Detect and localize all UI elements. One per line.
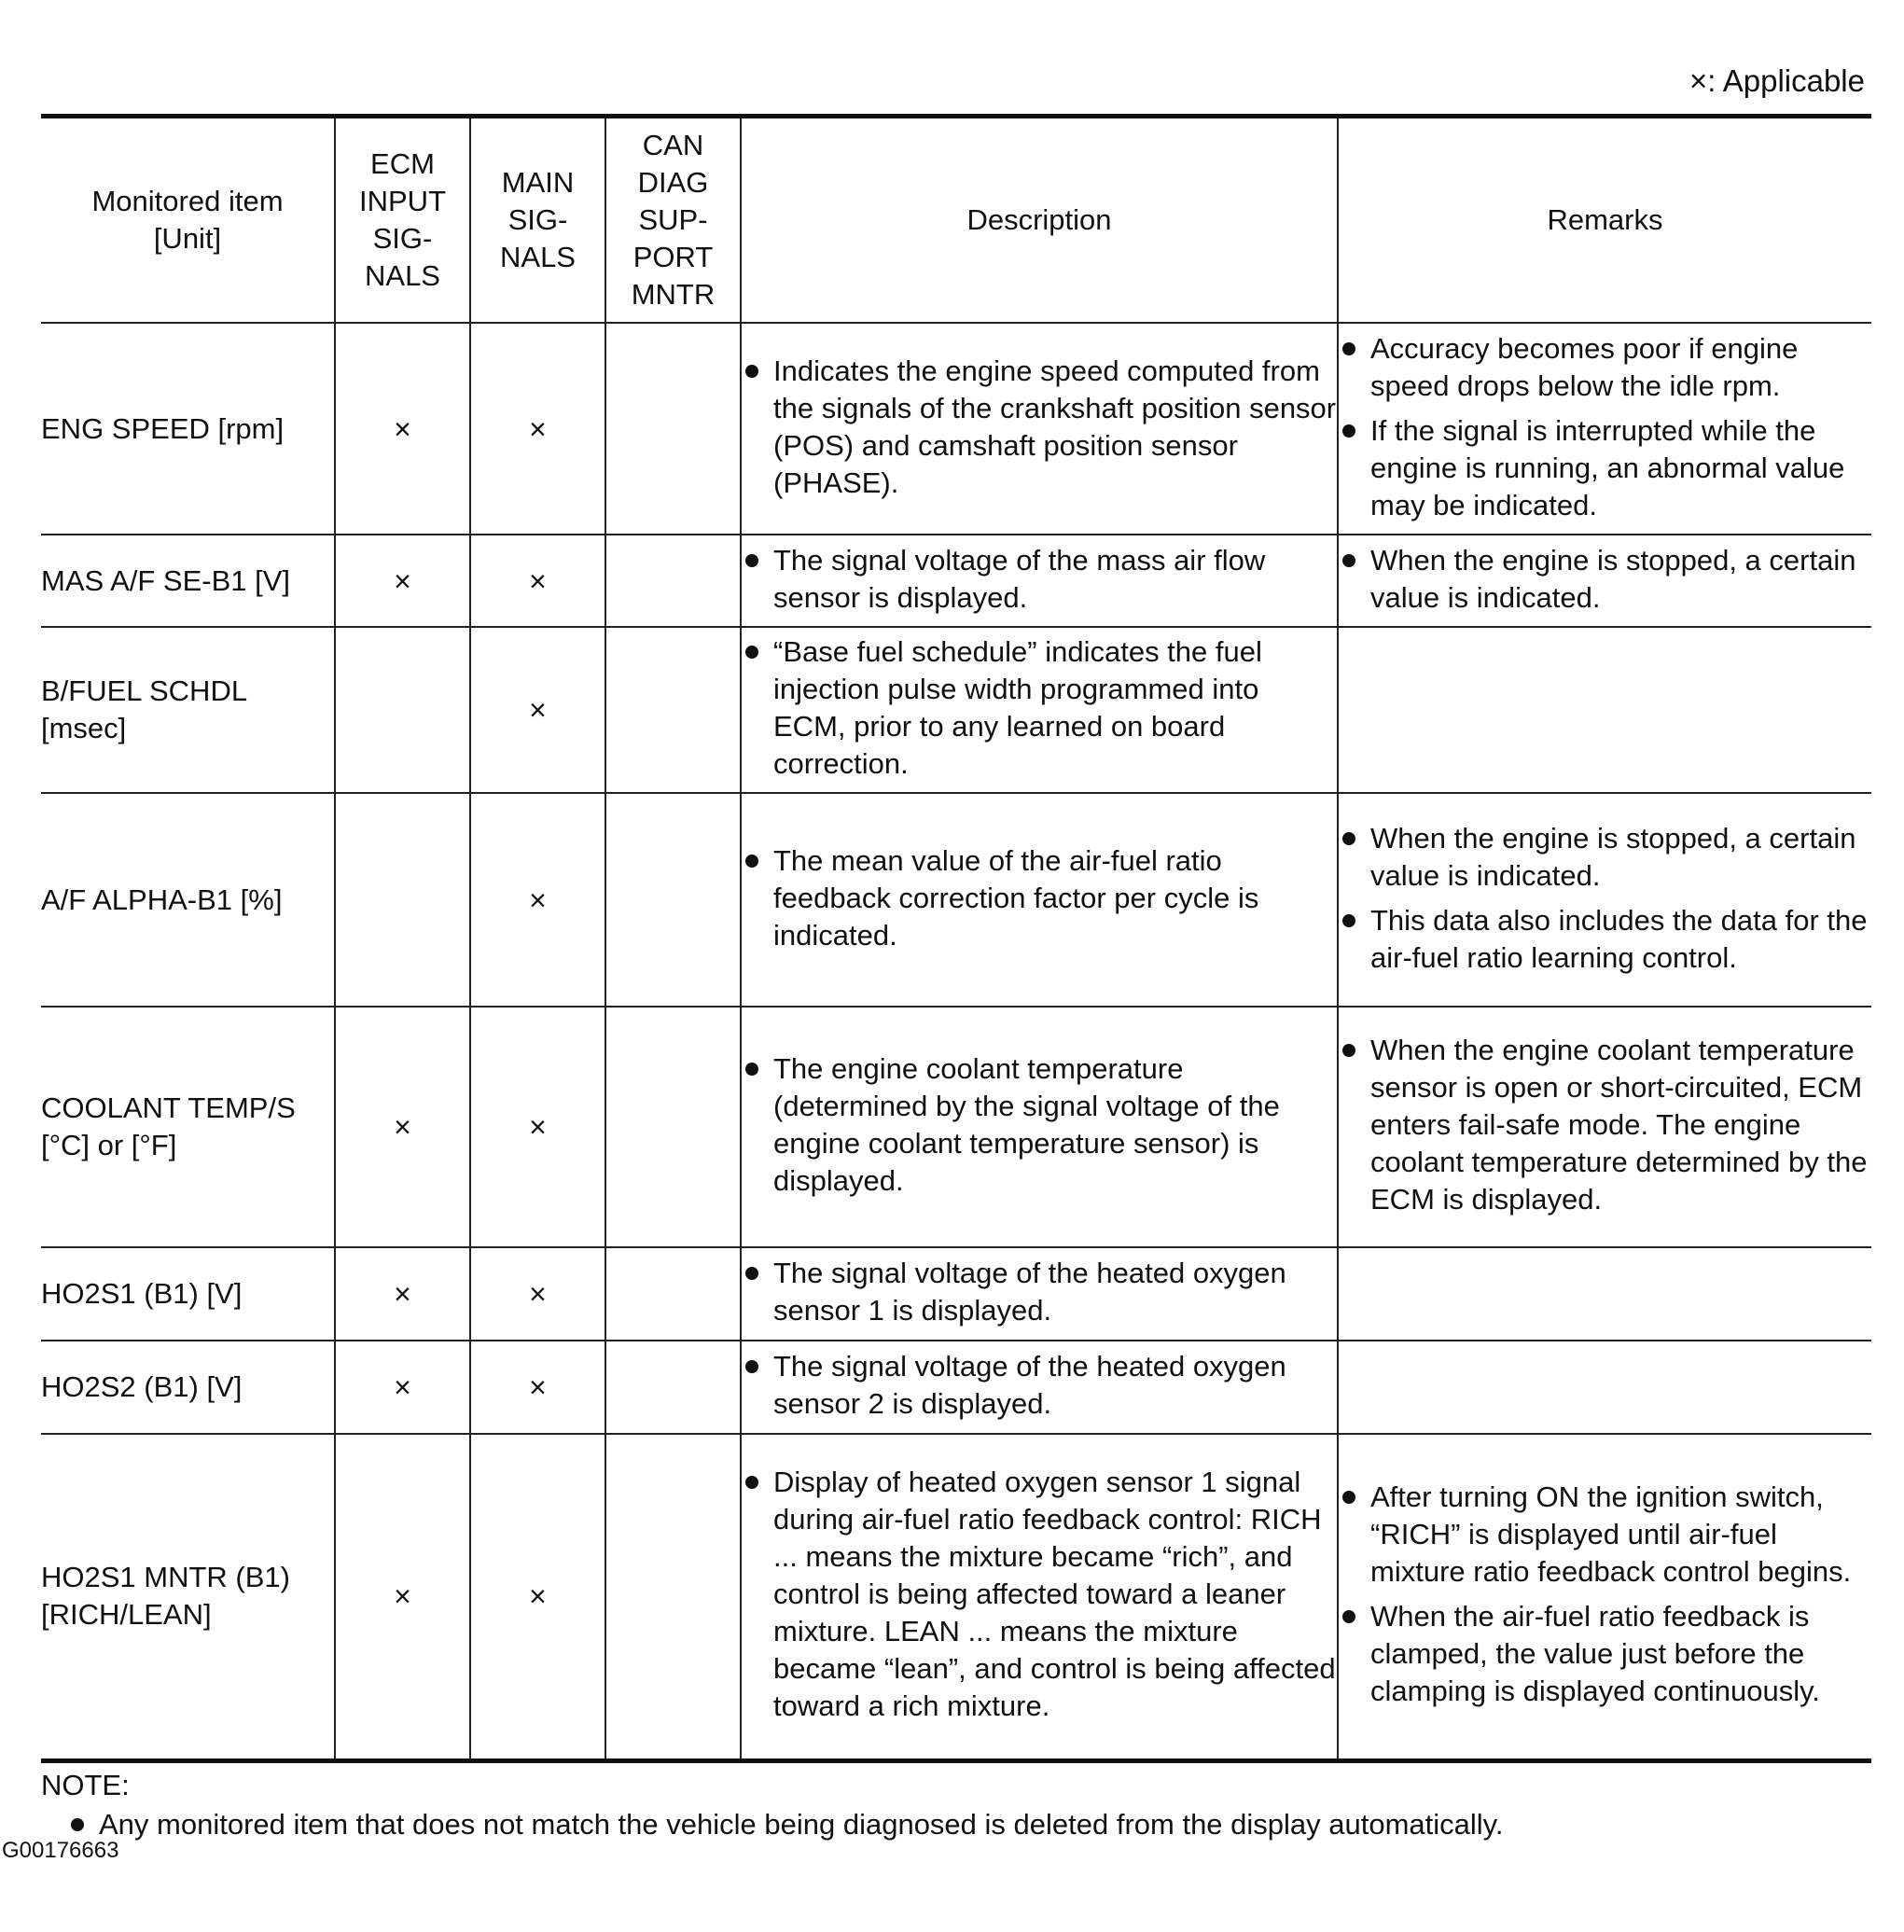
monitored-item-cell (41, 1247, 335, 1341)
monitored-item-text: [°C] or [°F] (41, 1129, 177, 1161)
remarks-list (1339, 1479, 1871, 1710)
description-list (742, 1464, 1337, 1725)
monitored-item-text: B/FUEL SCHDL (41, 674, 248, 707)
header-ecm-input-signals: ECM INPUT SIG- NALS (335, 117, 470, 324)
remarks-bullet: This data also includes the data for the air-fuel ratio learning control. (1339, 902, 1871, 977)
main-applicable-mark: × (470, 535, 605, 627)
can-applicable-mark (605, 793, 741, 1007)
note (41, 1768, 1504, 1850)
remarks-list (1339, 330, 1871, 524)
monitored-item-cell (41, 535, 335, 627)
header-row (41, 117, 1871, 324)
figure-code: G00176663 (2, 1838, 119, 1863)
ecm-applicable-mark (335, 793, 470, 1007)
ecm-applicable-mark: × (335, 1007, 470, 1247)
remarks-list (1339, 542, 1871, 617)
main-applicable-mark: × (470, 793, 605, 1007)
monitored-item-cell (41, 1341, 335, 1434)
remarks-cell (1338, 535, 1871, 627)
monitored-item-cell (41, 793, 335, 1007)
description-cell (741, 323, 1338, 535)
remarks-list (1339, 820, 1871, 977)
note-text: Any monitored item that does not match the vehicle being diagnosed is deleted from the display automatically. (67, 1807, 1504, 1842)
description-cell (741, 1247, 1338, 1341)
table-row (41, 1247, 1871, 1341)
description-bullet: The signal voltage of the heated oxygen sensor 2 is displayed. (742, 1348, 1337, 1423)
ecm-applicable-mark: × (335, 535, 470, 627)
description-list (742, 842, 1337, 954)
remarks-cell (1338, 1434, 1871, 1760)
main-applicable-mark: × (470, 1247, 605, 1341)
header-remarks: Remarks (1338, 117, 1871, 324)
remarks-cell (1338, 627, 1871, 793)
monitored-item-cell (41, 1434, 335, 1760)
description-bullet: The signal voltage of the heated oxygen sensor 1 is displayed. (742, 1255, 1337, 1329)
description-list (742, 1050, 1337, 1200)
remarks-cell (1338, 793, 1871, 1007)
description-cell (741, 627, 1338, 793)
remarks-bullet: Accuracy becomes poor if engine speed drops below the idle rpm. (1339, 330, 1871, 405)
main-applicable-mark: × (470, 1434, 605, 1760)
monitored-item-text: [RICH/LEAN] (41, 1598, 212, 1632)
table-row (41, 1341, 1871, 1434)
can-applicable-mark (605, 1434, 741, 1760)
ecm-applicable-mark: × (335, 323, 470, 535)
main-applicable-mark: × (470, 323, 605, 535)
remarks-list (1339, 1032, 1871, 1218)
remarks-cell (1338, 323, 1871, 535)
description-bullet: The signal voltage of the mass air flow sensor is displayed. (742, 542, 1337, 617)
description-list (742, 1255, 1337, 1329)
table-row (41, 1434, 1871, 1760)
main-applicable-mark: × (470, 627, 605, 793)
can-applicable-mark (605, 535, 741, 627)
monitored-item-text: HO2S2 (B1) [V] (41, 1370, 243, 1403)
remarks-bullet: When the engine is stopped, a certain value is indicated. (1339, 820, 1871, 895)
main-applicable-mark: × (470, 1341, 605, 1434)
description-cell (741, 1341, 1338, 1434)
remarks-bullet: After turning ON the ignition switch, “RICH” is displayed until air-fuel mixture ratio feedback control begins. (1339, 1479, 1871, 1591)
description-list (742, 633, 1337, 783)
table-row (41, 627, 1871, 793)
table-body (41, 323, 1871, 1760)
description-bullet: Indicates the engine speed computed from the signals of the crankshaft position sensor (POS) and camshaft position sensor (PHASE). (742, 353, 1337, 502)
ecm-applicable-mark: × (335, 1341, 470, 1434)
description-bullet: Display of heated oxygen sensor 1 signal during air-fuel ratio feedback control: RICH ... means the mixture became “rich”, and control is being affected toward a leaner mixture. LEAN ... means the mixture became “lean”, and control is being affected toward a rich mixture. (742, 1464, 1337, 1725)
note-list (67, 1807, 1504, 1842)
monitored-item-cell (41, 627, 335, 793)
monitored-item-text: COOLANT TEMP/S (41, 1091, 296, 1124)
main-applicable-mark: × (470, 1007, 605, 1247)
can-applicable-mark (605, 1007, 741, 1247)
monitored-item-text: ENG SPEED [rpm] (41, 411, 285, 445)
description-bullet: “Base fuel schedule” indicates the fuel injection pulse width programmed into ECM, prior to any learned on board correction. (742, 633, 1337, 783)
monitored-item-text: HO2S1 MNTR (B1) (41, 1561, 290, 1594)
monitor-table (41, 114, 1871, 1763)
description-list (742, 353, 1337, 502)
description-cell (741, 1434, 1338, 1760)
monitored-item-text: HO2S1 (B1) [V] (41, 1277, 243, 1310)
remarks-bullet: If the signal is interrupted while the engine is running, an abnormal value may be indicated. (1339, 412, 1871, 524)
ecm-applicable-mark (335, 627, 470, 793)
header-monitored-item: Monitored item [Unit] (41, 117, 335, 324)
header-description: Description (741, 117, 1338, 324)
remarks-cell (1338, 1007, 1871, 1247)
remarks-bullet: When the air-fuel ratio feedback is clamped, the value just before the clamping is displayed continuously. (1339, 1598, 1871, 1710)
remarks-cell (1338, 1247, 1871, 1341)
description-list (742, 1348, 1337, 1423)
ecm-applicable-mark: × (335, 1247, 470, 1341)
remarks-bullet: When the engine coolant temperature sensor is open or short-circuited, ECM enters fail-safe mode. The engine coolant temperature determined by the ECM is displayed. (1339, 1032, 1871, 1218)
can-applicable-mark (605, 627, 741, 793)
table-row (41, 1007, 1871, 1247)
monitored-item-text: MAS A/F SE-B1 [V] (41, 563, 291, 597)
note-label: NOTE: (41, 1769, 130, 1801)
description-cell (741, 535, 1338, 627)
applicable-legend: ×: Applicable (1689, 63, 1865, 98)
remarks-cell (1338, 1341, 1871, 1434)
can-applicable-mark (605, 1341, 741, 1434)
can-applicable-mark (605, 323, 741, 535)
table-row (41, 535, 1871, 627)
table-row (41, 793, 1871, 1007)
description-bullet: The mean value of the air-fuel ratio feedback correction factor per cycle is indicated. (742, 842, 1337, 954)
monitored-item-text: A/F ALPHA-B1 [%] (41, 883, 283, 916)
header-can-diag-support-mntr: CAN DIAG SUP- PORT MNTR (605, 117, 741, 324)
can-applicable-mark (605, 1247, 741, 1341)
table-row (41, 323, 1871, 535)
ecm-applicable-mark: × (335, 1434, 470, 1760)
description-cell (741, 1007, 1338, 1247)
monitored-item-cell (41, 1007, 335, 1247)
description-cell (741, 793, 1338, 1007)
description-bullet: The engine coolant temperature (determined by the signal voltage of the engine coolant temperature sensor) is displayed. (742, 1050, 1337, 1200)
remarks-bullet: When the engine is stopped, a certain value is indicated. (1339, 542, 1871, 617)
monitored-item-cell (41, 323, 335, 535)
description-list (742, 542, 1337, 617)
monitored-item-text: [msec] (41, 712, 127, 744)
header-main-signals: MAIN SIG- NALS (470, 117, 605, 324)
